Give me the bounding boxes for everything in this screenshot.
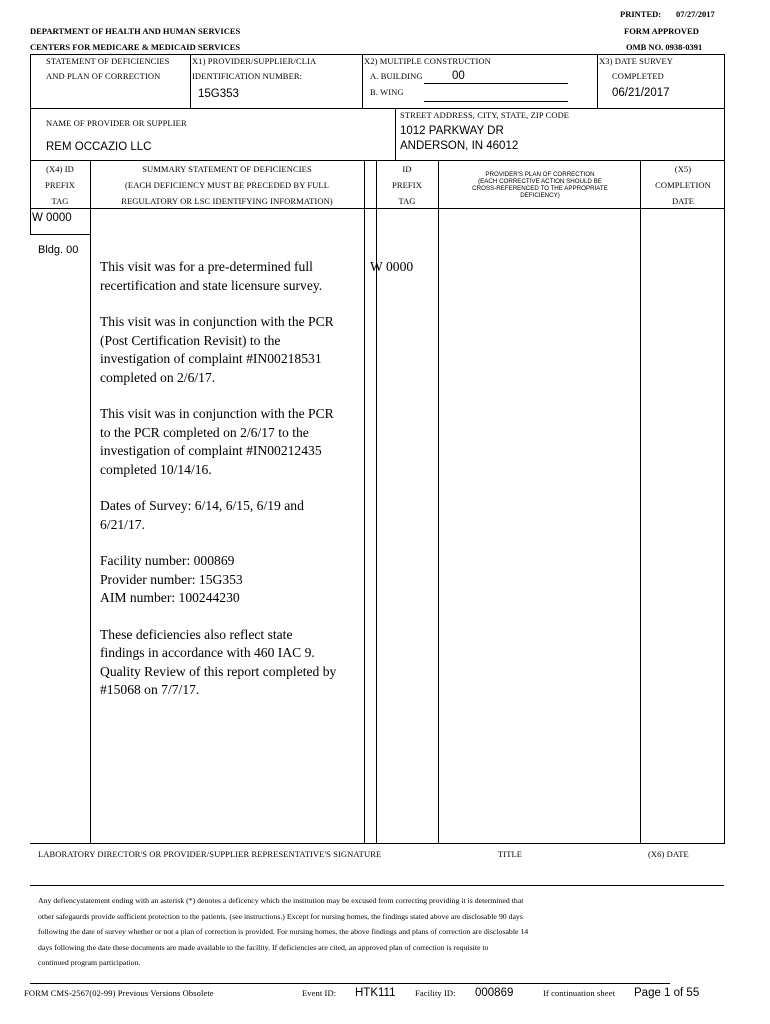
- statement-label-2: AND PLAN OF CORRECTION: [46, 71, 161, 81]
- plan-header-2: (EACH CORRECTIVE ACTION SHOULD BE: [478, 178, 602, 185]
- title-label: TITLE: [498, 849, 523, 859]
- building-tag: Bldg. 00: [38, 244, 79, 256]
- centers-title: CENTERS FOR MEDICARE & MEDICAID SERVICES: [30, 42, 241, 52]
- summary-header-1: SUMMARY STATEMENT OF DEFICIENCIES: [142, 164, 312, 174]
- summary-statement: [100, 258, 340, 718]
- disclaimer-line-5: continued program participation.: [38, 958, 141, 967]
- id-header-1: ID: [402, 164, 412, 174]
- provider-name-label: NAME OF PROVIDER OR SUPPLIER: [46, 118, 187, 128]
- address-label: STREET ADDRESS, CITY, STATE, ZIP CODE: [400, 110, 570, 120]
- building-label: A. BUILDING: [370, 71, 423, 81]
- x5-header-2: COMPLETION: [655, 180, 711, 190]
- signature-label: LABORATORY DIRECTOR'S OR PROVIDER/SUPPLIER REPRESENTATIVE'S SIGNATURE: [38, 849, 382, 859]
- disclaimer-line-2: other safegaurds provide sufficient protection to the patients. (see instructions.) Except for nursing homes, the findings stated above are disclosable 90 days: [38, 911, 523, 921]
- event-id-label: Event ID:: [302, 988, 337, 998]
- address-line-2: ANDERSON, IN 46012: [400, 140, 519, 152]
- date-survey-completed: 06/21/2017: [612, 87, 670, 99]
- paragraph-3: This visit was in conjunction with the PCR to the PCR completed on 2/6/17 to the investigation of complaint #IN00212435 completed 10/14/16.: [100, 406, 334, 477]
- x1-label: X1) PROVIDER/SUPPLIER/CLIA: [192, 56, 317, 66]
- printed-label: PRINTED:: [620, 9, 662, 19]
- omb-number: OMB NO. 0938-0391: [626, 42, 703, 52]
- continuation-label: If continuation sheet: [543, 988, 615, 998]
- paragraph-4: Dates of Survey: 6/14, 6/15, 6/19 and 6/21/17.: [100, 498, 304, 532]
- form-number: FORM CMS-2567(02-99) Previous Versions Obsolete: [24, 988, 214, 998]
- disclaimer-line-4: days following the date these documents are made available to the facility. If deficiencies are cited, an approved plan of correction is requisite to: [38, 942, 489, 952]
- statement-label-1: STATEMENT OF DEFICIENCIES: [46, 56, 170, 66]
- department-title: DEPARTMENT OF HEALTH AND HUMAN SERVICES: [30, 26, 241, 36]
- facility-id-value: 000869: [475, 987, 514, 999]
- facility-id-label: Facility ID:: [415, 988, 456, 998]
- summary-header-3: REGULATORY OR LSC IDENTIFYING INFORMATION): [121, 196, 333, 206]
- x6-date-label: (X6) DATE: [648, 849, 689, 859]
- summary-header-2: (EACH DEFICIENCY MUST BE PRECEDED BY FULL: [124, 180, 330, 190]
- disclaimer-line-1: Any defiencystatement ending with an asterisk (*) denotes a deficency which the institution may be excused from correcting providing it is determined that: [38, 896, 524, 905]
- x3-label-2: COMPLETED: [612, 71, 664, 81]
- paragraph-6: These deficiencies also reflect state findings in accordance with 460 IAC 9. Quality Review of this report completed by #15068 on 7/7/17.: [100, 626, 337, 697]
- id-header-3: TAG: [398, 196, 416, 206]
- page-number: Page 1 of 55: [634, 987, 700, 999]
- x4-header-1: (X4) ID: [46, 164, 74, 174]
- x5-header-1: (X5): [674, 164, 692, 174]
- paragraph-1: This visit was for a pre-determined full recertification and state licensure survey.: [100, 259, 323, 293]
- plan-header-3: CROSS-REFERENCED TO THE APPROPRIATE: [472, 185, 608, 192]
- left-tag: W 0000: [32, 212, 72, 224]
- id-header-2: PREFIX: [392, 180, 422, 190]
- plan-header-1: PROVIDER'S PLAN OF CORRECTION: [485, 171, 595, 178]
- address-line-1: 1012 PARKWAY DR: [400, 125, 504, 137]
- disclaimer: [38, 893, 718, 971]
- building-value: 00: [452, 70, 465, 82]
- x5-header-3: DATE: [671, 196, 695, 206]
- paragraph-2: This visit was in conjunction with the PCR (Post Certification Revisit) to the investigation of complaint #IN00218531 completed on 2/6/17.: [100, 314, 334, 385]
- x4-header-2: PREFIX: [45, 180, 75, 190]
- x1-label-2: IDENTIFICATION NUMBER:: [192, 71, 303, 81]
- paragraph-5: Facility number: 000869 Provider number: 15G353 AIM number: 100244230: [100, 553, 243, 605]
- disclaimer-line-3: following the date of survey whether or not a plan of correction is provided. For nursing homes, the above findings and plans of correction are disclosable 14: [38, 927, 529, 936]
- x3-label: X3) DATE SURVEY: [599, 56, 674, 66]
- right-tag: W 0000: [370, 259, 414, 274]
- provider-name: REM OCCAZIO LLC: [46, 141, 152, 153]
- form-approved: FORM APPROVED: [624, 26, 699, 36]
- printed-date: 07/27/2017: [676, 9, 715, 19]
- wing-label: B. WING: [370, 87, 404, 97]
- x4-header-3: TAG: [51, 196, 69, 206]
- event-id-value: HTK111: [355, 987, 396, 999]
- x2-label: X2) MULTIPLE CONSTRUCTION: [364, 56, 491, 66]
- plan-header-4: DEFICIENCY): [520, 192, 560, 199]
- provider-id-value: 15G353: [198, 88, 239, 100]
